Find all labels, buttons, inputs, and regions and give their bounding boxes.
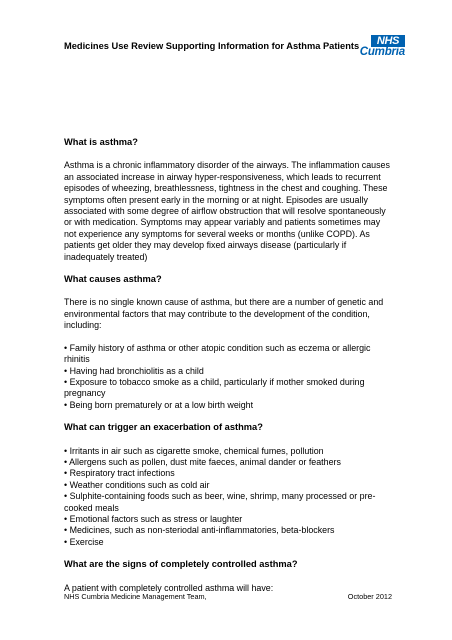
bullet-item: • Sulphite-containing foods such as beer, wine, shrimp, many processed or pre-cooked meals [64,491,376,513]
section-paragraph: There is no single known cause of asthma, but there are a number of genetic and environmental factors that may contribute to the development of the condition, including: [64,297,384,331]
bullet-item: • Exercise [64,536,104,547]
bullet-item: • Medicines, such as non-steriodal anti-inflammatories, beta-blockers [64,525,335,536]
bullet-item: • Family history of asthma or other atopic condition such as eczema or allergic rhinitis [64,342,371,365]
bullet-item: • Weather conditions such as cold air [64,479,210,490]
bullet-item: • Allergens such as pollen, dust mite faeces, animal dander or feathers [64,456,341,467]
bullet-item: • Respiratory tract infections [64,468,175,479]
section-heading: What are the signs of completely controlled asthma? [64,559,298,570]
document-body [64,137,394,605]
nhs-badge: NHS [371,35,405,47]
bullet-list [64,446,394,549]
section-heading: What can trigger an exacerbation of asthma? [64,422,263,433]
bullet-item: • Exposure to tobacco smoke as a child, particularly if mother smoked during pregnancy [64,376,365,399]
bullet-item: • Irritants in air such as cigarette smoke, chemical fumes, pollution [64,445,324,456]
footer-date: October 2012 [347,592,392,601]
section-heading: What causes asthma? [64,274,162,285]
bullet-item: • Being born prematurely or at a low birth weight [64,399,254,410]
page-footer [64,592,392,601]
bullet-item: • Having had bronchiolitis as a child [64,365,204,376]
document-title: Medicines Use Review Supporting Information for Asthma Patients [64,41,360,51]
section-heading: What is asthma? [64,137,138,147]
nhs-cumbria-logo [351,35,407,61]
footer-team: NHS Cumbria Medicine Management Team, [64,592,207,601]
bullet-item: • Emotional factors such as stress or laughter [64,513,243,524]
section-paragraph: Asthma is a chronic inflammatory disorder of the airways. The inflammation causes an associated increase in airway hyper-responsiveness, which leads to recurrent episodes of wheezing, breathlessness, tightness in the chest and coughing. These symptoms often present early in the morning or at night. Episodes are usually associated with some degree of airflow obstruction that will resolve spontaneously or with medication. Symptoms may appear variably and patients sometimes may not experience any symptoms for several weeks or months (unlike COPD). As patients get older they may develop fixed airways disease (particularly if inadequately treated) [64,160,390,262]
section-paragraph: A patient with completely controlled asthma will have: [64,582,274,593]
bullet-list [64,343,394,411]
logo-region-text: Cumbria [359,46,405,58]
